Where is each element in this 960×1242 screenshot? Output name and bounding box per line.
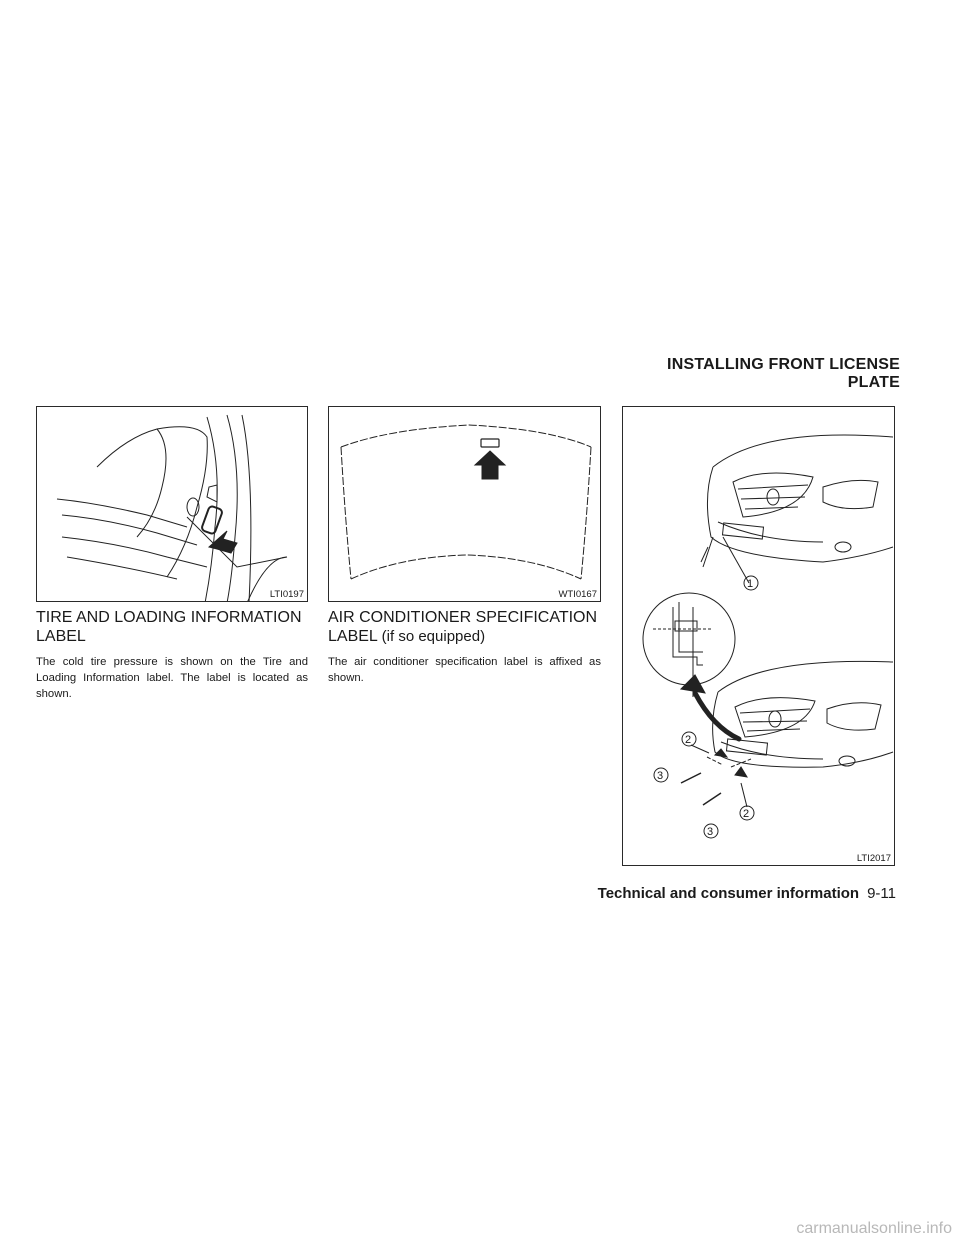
callout-label: 3 <box>657 770 664 782</box>
figure-code: LTI0197 <box>269 589 304 600</box>
front-bumper-illustration <box>623 407 895 866</box>
watermark: carmanualsonline.info <box>796 1220 952 1237</box>
license-plate-figure <box>622 406 895 866</box>
callout-label: 3 <box>707 826 714 838</box>
page-number: 9-11 <box>867 885 896 902</box>
seat-door-pillar-illustration <box>37 407 308 602</box>
hood-illustration <box>329 407 601 602</box>
callout-label: 1 <box>747 578 754 590</box>
ac-label-figure <box>328 406 601 602</box>
chapter-title: Technical and consumer information <box>597 885 860 902</box>
figure-code: WTI0167 <box>558 589 597 600</box>
figure-code: LTI2017 <box>856 853 891 864</box>
ac-label-body: The air conditioner specification label is affixed as shown. <box>328 656 601 684</box>
page-footer <box>560 885 896 902</box>
callout-label: 2 <box>743 808 750 820</box>
ac-label-heading <box>328 608 601 646</box>
tire-label-figure <box>36 406 308 602</box>
tire-label-body: The cold tire pressure is shown on the Tire and Loading Information label. The label is located as shown. <box>36 656 308 700</box>
section-heading: INSTALLING FRONT LICENSE PLATE <box>667 356 900 391</box>
callout-label: 2 <box>685 734 692 746</box>
ac-heading-main: AIR CONDITIONER SPECIFICATION LABEL <box>328 609 598 645</box>
ac-heading-suffix: (if so equipped) <box>381 628 486 645</box>
tire-label-heading: TIRE AND LOADING INFORMATION LABEL <box>36 609 302 645</box>
